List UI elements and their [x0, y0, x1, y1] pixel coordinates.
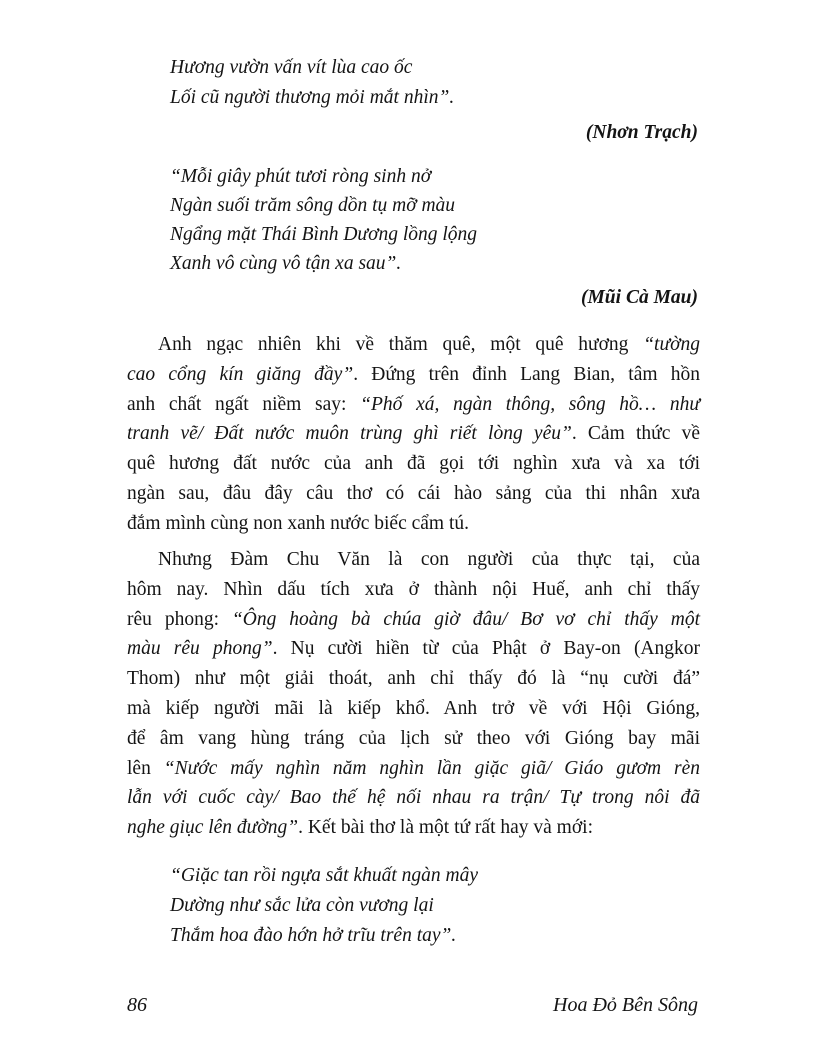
running-head: Hoa Đỏ Bên Sông [553, 994, 698, 1016]
paragraph-line [127, 694, 700, 724]
body-text: lên [127, 757, 164, 779]
quoted-verse: nghe giục lên đường” [127, 817, 299, 839]
body-text: . Nụ cười hiền từ của Phật ở Bay-on (Angkor [272, 638, 701, 660]
poem-line: Hương vườn vấn vít lùa cao ốc [170, 57, 413, 78]
paragraph-line [127, 360, 700, 390]
body-text: ngàn sau, đâu đây câu thơ có cái hào sảng của thi nhân xưa [127, 483, 700, 504]
quoted-verse: lẫn với cuốc cày/ Bao thế hệ nối nhau ra trận/ Tự trong nôi đã [127, 787, 700, 809]
poem-line: Ngẩng mặt Thái Bình Dương lồng lộng [170, 224, 478, 245]
body-text: Anh ngạc nhiên khi về thăm quê, một quê hương [158, 334, 644, 355]
body-text: đắm mình cùng non xanh nước biếc cẩm tú. [127, 512, 470, 534]
quoted-verse: “Nước mấy nghìn năm nghìn lần giặc giã/ Giáo gươm rèn [163, 757, 700, 779]
paragraph-line [127, 390, 700, 420]
poem-line: Ngàn suối trăm sông dồn tụ mỡ màu [170, 195, 456, 216]
body-text: quê hương đất nước của anh đã gọi tới nghìn xưa và xa tới [127, 453, 700, 475]
poem-line: “Giặc tan rồi ngựa sắt khuất ngàn mây [170, 865, 479, 886]
poem-line: “Mỗi giây phút tươi ròng sinh nở [170, 166, 432, 187]
body-text: anh chất ngất niềm say: [127, 393, 361, 415]
body-text: Thom) như một giải thoát, anh chỉ thấy đó là “nụ cười đá” [127, 668, 700, 690]
paragraph-line [158, 330, 700, 360]
paragraph-line [158, 545, 700, 575]
body-text: để âm vang hùng tráng của lịch sử theo với Gióng bay mãi [127, 727, 700, 749]
quoted-verse: “Ông hoàng bà chúa giờ đâu/ Bơ vơ chỉ thấy một [231, 608, 700, 630]
quoted-verse: “tường [643, 334, 700, 355]
quoted-verse: “Phố xá, ngàn thông, sông hồ… như [360, 393, 700, 415]
poem-attribution: (Mũi Cà Mau) [580, 287, 698, 308]
body-text: mà kiếp người mãi là kiếp khổ. Anh trở về với Hội Gióng, [127, 698, 700, 719]
page-number: 86 [127, 994, 147, 1016]
body-text: rêu phong: [127, 608, 232, 630]
poem-line: Dường như sắc lửa còn vương lại [170, 895, 434, 916]
body-text: . Cảm thức về [571, 423, 700, 445]
paragraph-line [127, 605, 700, 635]
poem-line: Xanh vô cùng vô tận xa sau”. [170, 253, 402, 274]
paragraph-line [127, 419, 700, 449]
quoted-verse: cao cổng kín giăng đầy” [127, 363, 354, 385]
body-text: hôm nay. Nhìn dấu tích xưa ở thành nội Huế, anh chỉ thấy [127, 578, 700, 600]
poem-line: Thắm hoa đào hớn hở trĩu trên tay”. [170, 925, 457, 946]
paragraph-line [127, 509, 700, 539]
paragraph-line [127, 783, 700, 813]
paragraph-line [127, 479, 700, 509]
paragraph-line [127, 575, 700, 605]
paragraph-line [127, 754, 700, 784]
paragraph-line [127, 664, 700, 694]
poem-attribution: (Nhơn Trạch) [585, 122, 698, 143]
body-text: . Đứng trên đỉnh Lang Bian, tâm hồn [353, 363, 700, 385]
paragraph-line [127, 634, 700, 664]
quoted-verse: màu rêu phong” [127, 638, 273, 660]
body-text: Nhưng Đàm Chu Văn là con người của thực tại, của [158, 549, 700, 570]
poem-line: Lối cũ người thương mỏi mắt nhìn”. [170, 87, 455, 108]
body-text: . Kết bài thơ là một tứ rất hay và mới: [298, 817, 593, 839]
paragraph-line [127, 449, 700, 479]
quoted-verse: tranh vẽ/ Đất nước muôn trùng ghì riết lòng yêu” [127, 423, 572, 445]
paragraph-line [127, 813, 700, 843]
paragraph-line [127, 724, 700, 754]
